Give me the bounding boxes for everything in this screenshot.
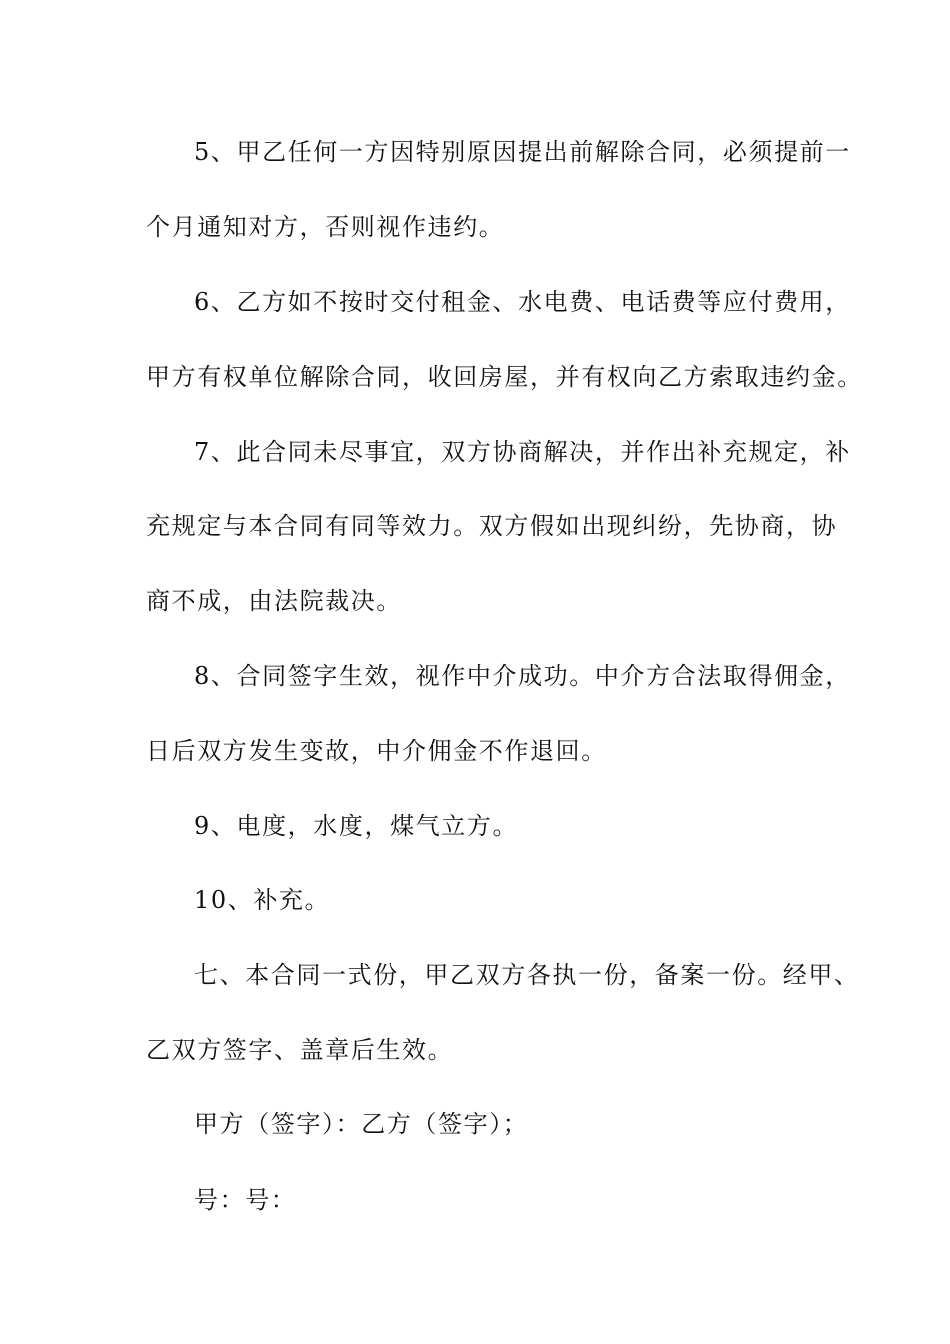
clause-7-line-2: 充规定与本合同有同等效力。双方假如出现纠纷，先协商，协 — [146, 512, 838, 540]
clause-10-line: 10、补充。 — [194, 886, 331, 914]
clause-9-line: 9、电度，水度，煤气立方。 — [194, 812, 519, 840]
clause-6-line-2: 甲方有权单位解除合同，收回房屋，并有权向乙方索取违约金。 — [146, 363, 863, 391]
clause-5-line-1: 5、甲乙任何一方因特别原因提出前解除合同，必须提前一 — [194, 138, 851, 166]
clause-5-line-2: 个月通知对方，否则视作违约。 — [146, 213, 505, 241]
clause-6-line-1: 6、乙方如不按时交付租金、水电费、电话费等应付费用， — [194, 288, 851, 316]
clause-7-line-3: 商不成，由法院裁决。 — [146, 587, 402, 615]
signature-line: 甲方（签字）：乙方（签字）； — [194, 1110, 529, 1138]
section-7-line-2: 乙双方签字、盖章后生效。 — [146, 1036, 454, 1064]
number-line: 号：号： — [194, 1186, 297, 1214]
section-7-line-1: 七、本合同一式份，甲乙双方各执一份，备案一份。经甲、 — [194, 961, 860, 989]
clause-8-line-1: 8、合同签字生效，视作中介成功。中介方合法取得佣金， — [194, 662, 851, 690]
clause-8-line-2: 日后双方发生变故，中介佣金不作退回。 — [146, 737, 607, 765]
clause-7-line-1: 7、此合同未尽事宜，双方协商解决，并作出补充规定，补 — [194, 438, 851, 466]
